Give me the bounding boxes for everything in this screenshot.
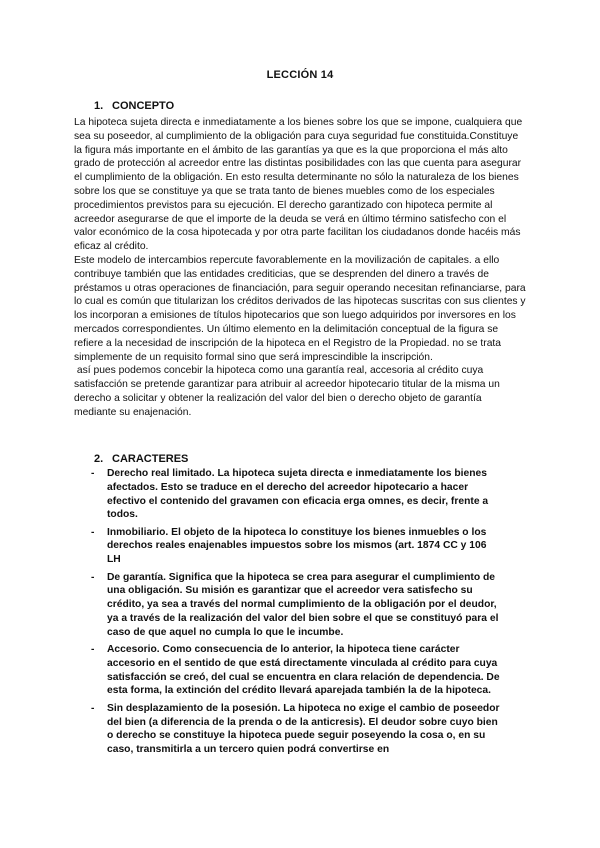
section-heading-text: CONCEPTO: [112, 100, 175, 112]
list-item-text: De garantía. Significa que la hipoteca se crea para asegurar el cumplimiento de una obligación. Su misión es garantizar que el acreedor vera satisfecho su crédito, ya sea a través del normal cumplimiento de la obligación por el deudor, ya a través de la realización del valor del bien sobre el que se constituyó para el caso de que aquel no cumpla lo que le incumbe.: [107, 571, 499, 638]
concepto-body: [74, 116, 526, 420]
section-heading-text: CARACTERES: [112, 453, 189, 465]
section-heading-caracteres: [94, 453, 188, 465]
list-item: [91, 702, 501, 757]
caracteres-list: [91, 467, 501, 760]
section-heading-concepto: [94, 100, 174, 112]
list-item-text: Accesorio. Como consecuencia de lo anterior, la hipoteca tiene carácter accesorio en el sentido de que está directamente vinculada al crédito para cuya satisfacción se creó, del cual se encuentra en clara relación de dependencia. De esta forma, la extinción del crédito llevará aparejada también la de la hipoteca.: [107, 644, 500, 697]
paragraph: Este modelo de intercambios repercute favorablemente en la movilización de capitales. a ello contribuye también que las entidades crediticias, que se desprenden del dinero a través de préstamos u otras operaciones de financiación, para seguir operando necesitan refinanciarse, para lo cual es común que titularizan los créditos derivados de las hipotecas suscritas con sus clientes y los incorporan a emisiones de títulos hipotecarios que son luego adquiridos por inversores en los mercados correspondientes. Un último elemento en la delimitación conceptual de la figura se refiere a la necesidad de inscripción de la hipoteca en el Registro de la Propiedad. no se trata simplemente de un requisito formal sino que será imprescindible la inscripción.: [74, 254, 526, 363]
bullet: -: [91, 702, 95, 714]
list-item-text: Sin desplazamiento de la posesión. La hipoteca no exige el cambio de poseedor del bien (a diferencia de la prenda o de la anticresis). El deudor sobre cuyo bien o derecho se constituye la hipoteca puede seguir poseyendo la cosa o, en su caso, transmitirla a un tercero quien podrá convertirse en: [107, 702, 500, 756]
list-item-text: Derecho real limitado. La hipoteca sujeta directa e inmediatamente los bienes afectados. Esto se traduce en el derecho del acreedor hipotecario a hacer efectivo el contenido del gravamen con eficacia erga omnes, es decir, frente a todos.: [107, 468, 489, 521]
bullet: -: [91, 526, 95, 538]
paragraph: La hipoteca sujeta directa e inmediatamente a los bienes sobre los que se impone, cualquiera que sea su poseedor, al cumplimiento de la obligación para cuya seguridad fue constituida.Constituye la figura más importante en el ámbito de las garantías ya que es la que proporciona el más alto grado de protección al acreedor entre las distintas posibilidades con las que cuenta para asegurar el cumplimiento de la obligación. En esto resulta determinante no sólo la naturaleza de los bienes sobre los que se constituye ya que se trata tanto de bienes muebles como de los especiales procedimientos previstos para su ejecución. El derecho garantizado con hipoteca permite al acreedor asegurarse de que el importe de la deuda se verá en último término satisfecho con el valor económico de la cosa hipotecada y por otra parte facilitan los ciudadanos donde hacéis más eficaz al crédito.: [74, 117, 523, 253]
list-item-text: Inmobiliario. El objeto de la hipoteca lo constituye los bienes inmuebles o los derechos reales enajenables impuestos sobre los mismos (art. 1874 CC y 106 LH: [107, 526, 487, 566]
list-item: [91, 467, 501, 522]
page-title: LECCIÓN 14: [266, 69, 334, 81]
section-number: 2.: [94, 453, 104, 465]
bullet: -: [91, 644, 95, 656]
section-number: 1.: [94, 100, 104, 112]
list-item: [91, 526, 501, 567]
bullet: -: [91, 571, 95, 583]
paragraph: así pues podemos concebir la hipoteca como una garantía real, accesoria al crédito cuya satisfacción se pretende garantizar para atribuir al acreedor hipotecario titular de la misma un derecho a solicitar y obtener la realización del valor del bien o derecho objeto de garantía mediante su enajenación.: [74, 365, 503, 418]
list-item: [91, 643, 501, 698]
list-item: [91, 571, 501, 640]
bullet: -: [91, 468, 95, 479]
